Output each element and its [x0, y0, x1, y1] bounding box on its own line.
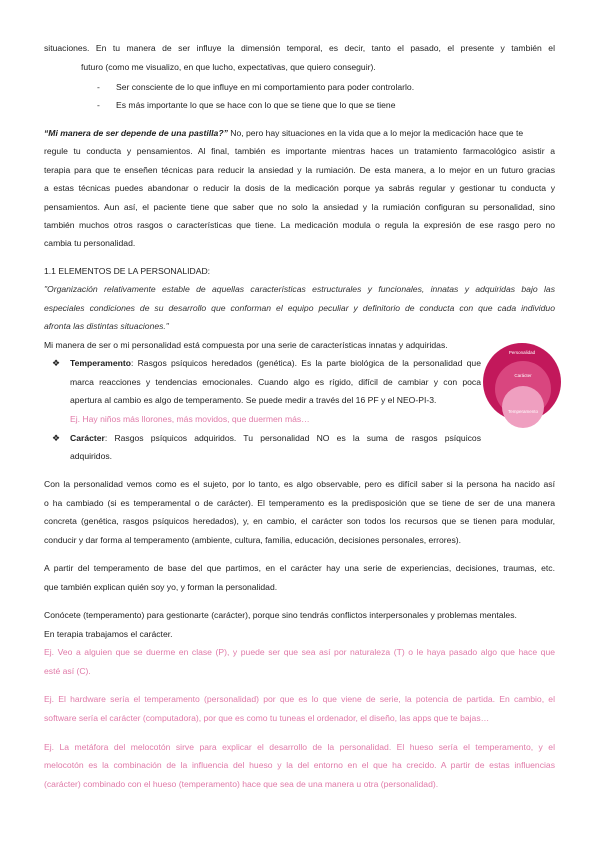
text-line: situaciones. En tu manera de ser influye la dimensión temporal, es decir, tanto el pasado, el presente y también el	[44, 43, 555, 53]
caracter-line	[70, 432, 481, 444]
middle-circle-label: Carácter	[514, 373, 532, 378]
text-line: también muchos otros rasgos o características que tiene. La medicación modula o regula la expresión de ese rasgo pero no	[44, 220, 555, 230]
definition-line: especiales condiciones de su desarrollo que conforman el equipo peculiar y definitorio de conducta con que cada individuo	[44, 303, 555, 313]
text-line: En terapia trabajamos el carácter.	[44, 629, 173, 639]
definition-line: afronta las distintas situaciones."	[44, 321, 169, 331]
text-line: Con la personalidad vemos como es el sujeto, por lo tanto, es algo observable, pero es difícil saber si la persona ha nacido así	[44, 479, 555, 489]
inner-circle-label: Temperamento	[507, 409, 538, 414]
definition-line: "Organización relativamente estable de aquellas características estructurales y funcionales, innatas y adquiridas bajo las	[44, 284, 555, 294]
dash-marker: -	[97, 82, 100, 92]
example-line: (carácter) combinado con el hueso (temperamento) hace que sea de una manera u otra (personalidad).	[44, 779, 439, 789]
temperamento-text: : Rasgos psíquicos heredados (genética). Es la parte biológica de la personalidad que	[130, 358, 481, 368]
bullet-marker: ❖	[52, 358, 61, 368]
outer-circle-label: Personalidad	[508, 350, 536, 355]
text-line: A partir del temperamento de base del que partimos, en el carácter hay una serie de experiencias, decisiones, traumas, etc.	[44, 563, 555, 573]
text-line: marca reacciones y tendencias emocionales. Cuando algo es rígido, difícil de cambiar y con poca	[70, 377, 481, 387]
text-line: o ha cambiado (si es temperamental o de carácter). El temperamento es la predisposición que se tiene de ser de una manera	[44, 498, 555, 508]
text-line: futuro (como me visualizo, en que lucho, expectativas, que quiero conseguir).	[81, 62, 376, 72]
text-line: regule tu conducta y pensamientos. Al final, también es importante mientras haces un tratamiento farmacológico asistir a	[44, 146, 555, 156]
temperamento-line	[70, 357, 481, 369]
text-line: a estas técnicas puedes abandonar o reducir la dosis de la medicación porque ya sabrás regular y gestionar tu conducta y	[44, 183, 555, 193]
dash-item: Es más importante lo que se hace con lo que se tiene que lo que se tiene	[116, 100, 396, 110]
dash-marker: -	[97, 100, 100, 110]
example-line: Ej. El hardware sería el temperamento (personalidad) por que es lo que viene de serie, la potencia de partida. En cambio, el	[44, 694, 555, 704]
inner-circle-temperamento	[502, 386, 544, 428]
text-line: adquiridos.	[70, 451, 113, 461]
intro-line: Mi manera de ser o mi personalidad está compuesta por una serie de características innatas y adquiridas.	[44, 340, 448, 350]
text-line: Conócete (temperamento) para gestionarte (carácter), porque sino tendrás conflictos interpersonales y problemas mentales.	[44, 610, 517, 620]
text-line: cambia tu personalidad.	[44, 238, 136, 248]
example-line: Ej. Veo a alguien que se duerme en clase (P), y puede ser que sea así por naturaleza (T) o le haya pasado algo que hace que	[44, 647, 555, 657]
example-line: software sería el carácter (computadora), por que es como tu tuneas el ordenador, el diseño, las apps que te bajas…	[44, 713, 490, 723]
caracter-text: : Rasgos psíquicos adquiridos. Tu personalidad NO es la suma de rasgos psíquicos	[104, 433, 481, 443]
section-heading: 1.1 ELEMENTOS DE LA PERSONALIDAD:	[44, 266, 211, 276]
example-line: melocotón es la combinación de la influencia del hueso y la del entorno en el que ha crecido. A partir de estas influencias	[44, 760, 555, 770]
temperamento-example: Ej. Hay niños más llorones, más movidos, que duermen más…	[70, 414, 310, 424]
text-line: apertura al cambio es algo de temperamento. Se puede medir a través del 16 PF y el NEO-PI-3.	[70, 395, 437, 405]
pastilla-question: “Mi manera de ser depende de una pastilla?”	[44, 128, 228, 138]
bullet-marker: ❖	[52, 433, 61, 443]
text-line: terapia para que te enseñen técnicas para reducir la ansiedad y la rumiación. De esta manera, a lo mejor en un futuro gracias	[44, 165, 555, 175]
text-line: pensamientos. Aun así, el paciente tiene que saber que no solo la ansiedad y la rumiación configuran su personalidad, sino	[44, 202, 555, 212]
text-line: que también explican quién soy yo, y forman la personalidad.	[44, 582, 278, 592]
text-line: conducir y dar forma al temperamento (ambiente, cultura, familia, educación, decisiones personales, errores).	[44, 535, 461, 545]
caracter-term: Carácter	[70, 433, 105, 443]
pastilla-first-line	[44, 127, 523, 139]
pastilla-answer: No, pero hay situaciones en la vida que a lo mejor la medicación hace que te	[227, 128, 524, 138]
text-line: concreta (genética, rasgos psíquicos heredados), y, en cambio, el carácter son todos los recursos que se tienen para modular,	[44, 516, 555, 526]
example-line: esté así (C).	[44, 666, 91, 676]
temperamento-term: Temperamento	[70, 358, 131, 368]
dash-item: Ser consciente de lo que influye en mi comportamiento para poder controlarlo.	[116, 82, 415, 92]
example-line: Ej. La metáfora del melocotón sirve para explicar el desarrollo de la personalidad. El hueso sería el temperamento, y el	[44, 742, 555, 752]
